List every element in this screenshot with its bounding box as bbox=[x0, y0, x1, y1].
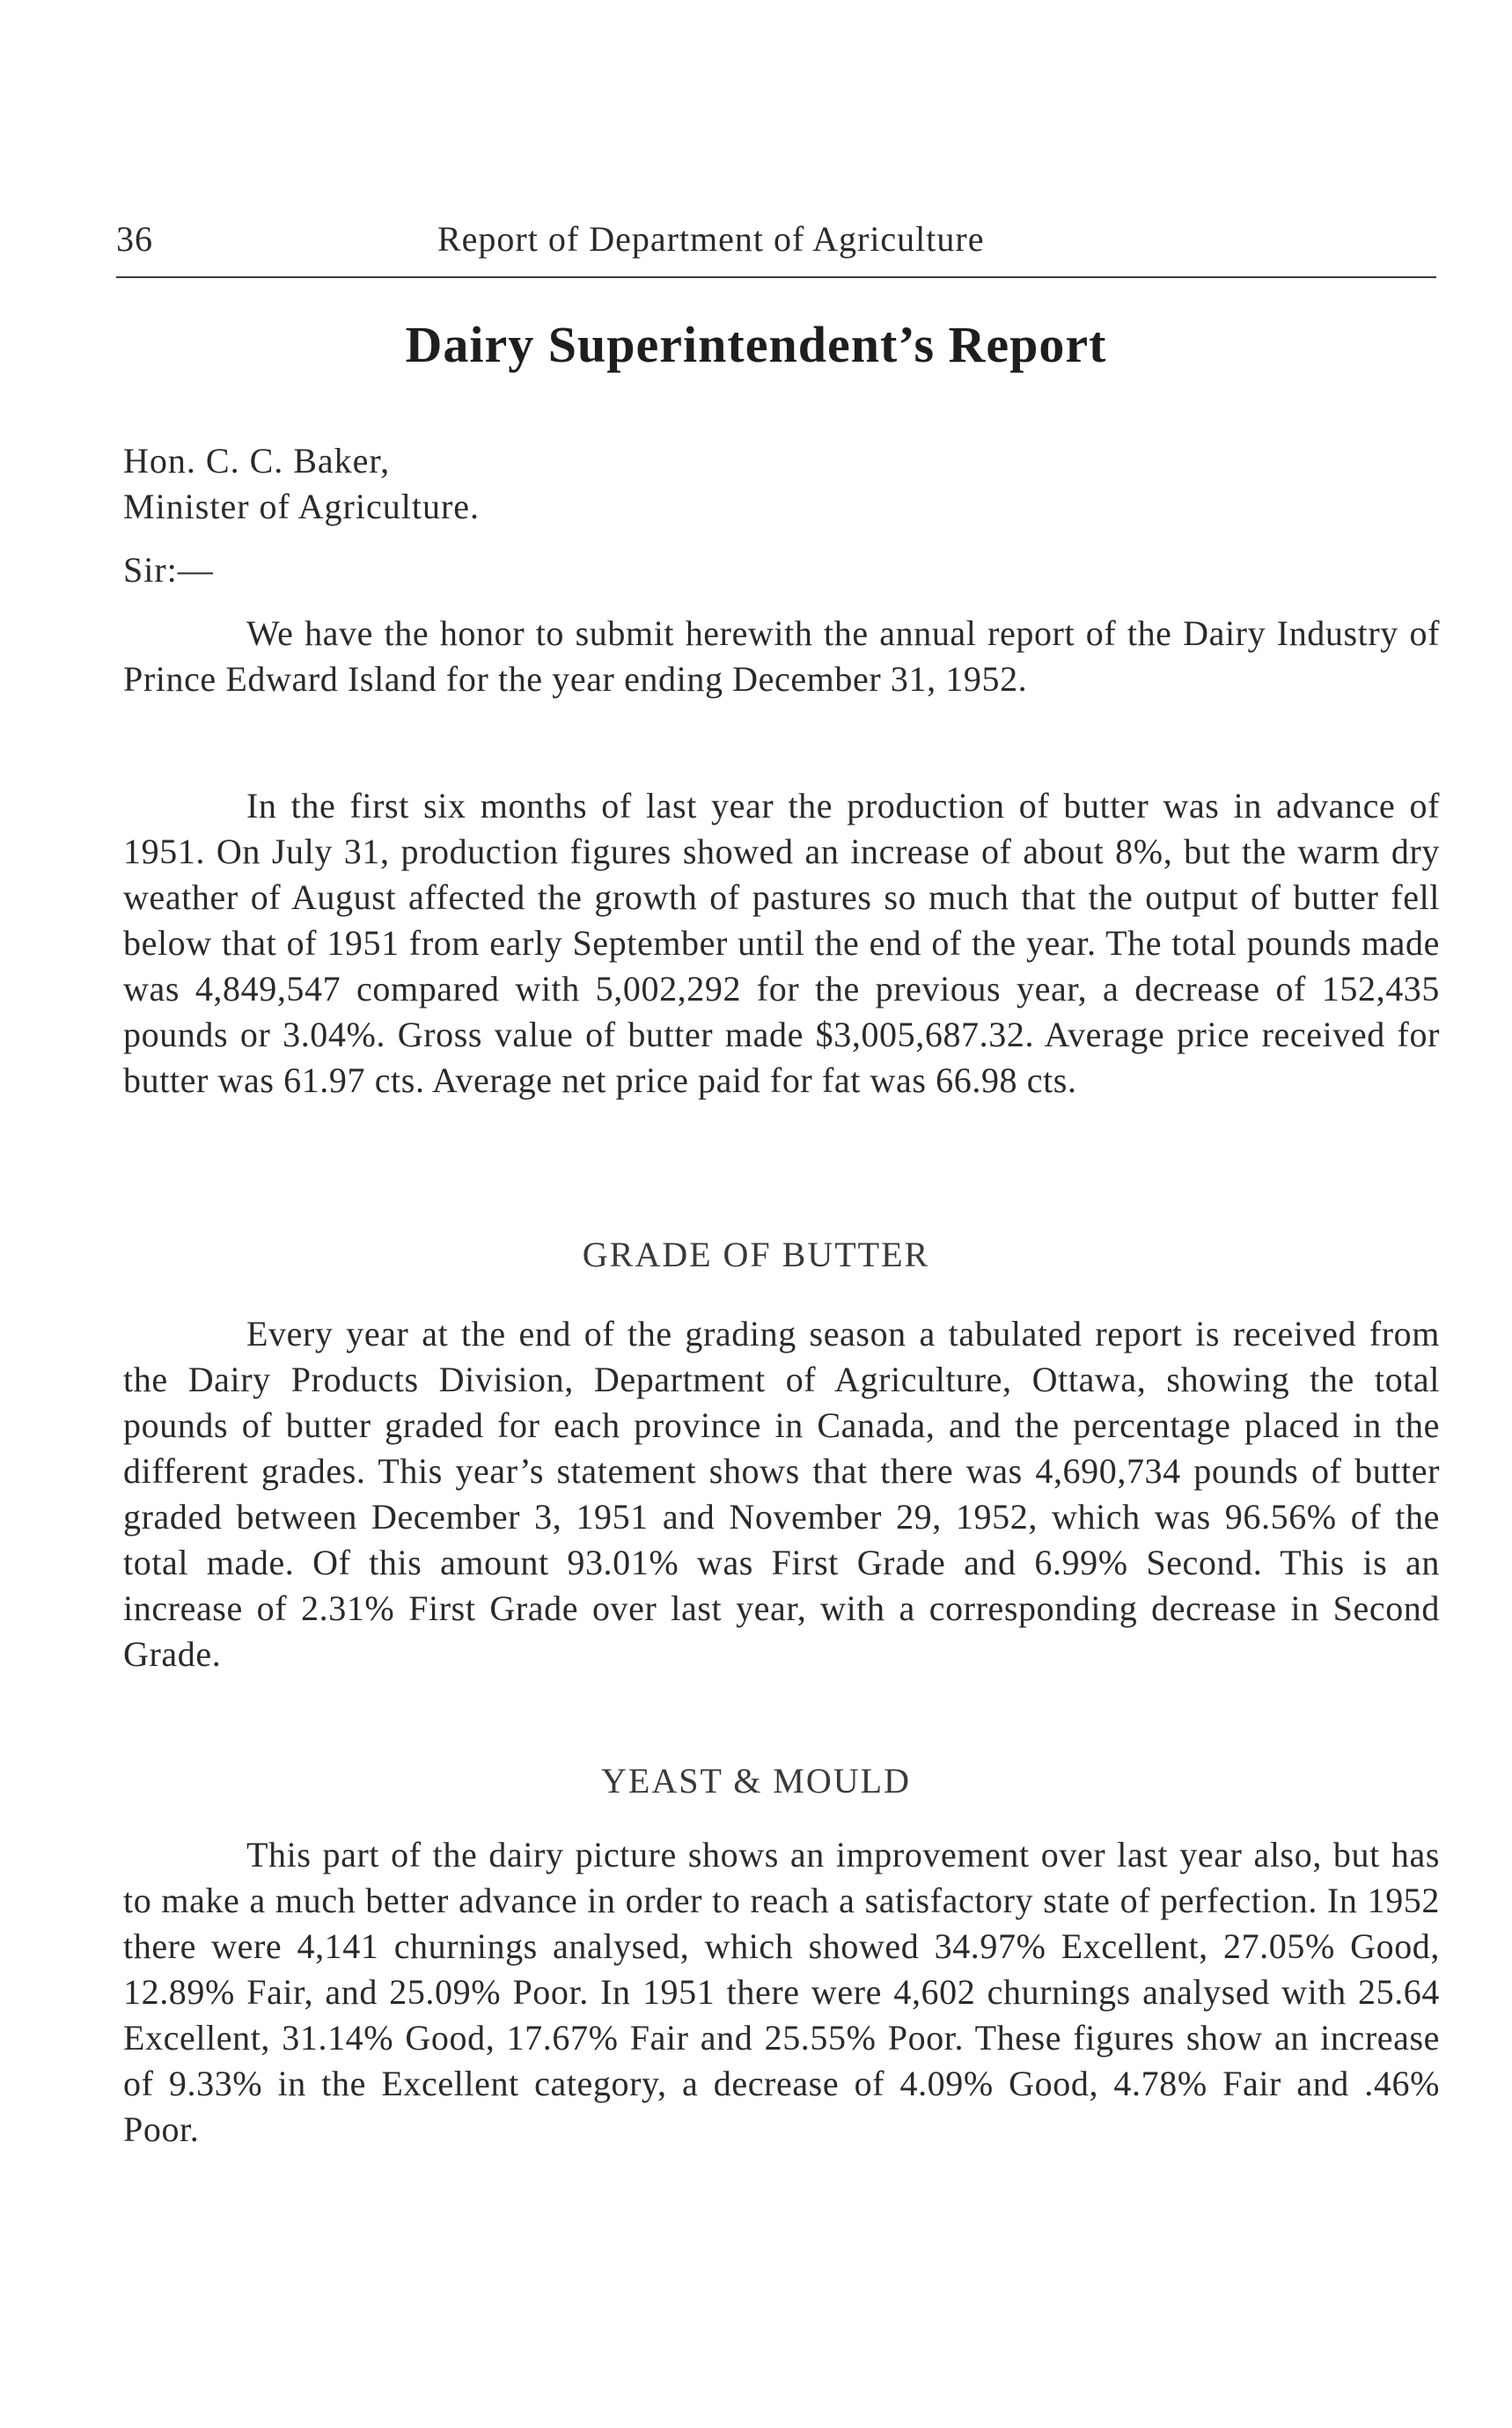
intro-paragraph: We have the honor to submit herewith the annual report of the Dairy Industry of Prince Edward Island for the year ending December 31, 1952. bbox=[123, 613, 1440, 699]
page-number: 36 bbox=[116, 219, 153, 259]
yeast-mould-heading: YEAST & MOULD bbox=[601, 1761, 911, 1801]
grade-paragraph: Every year at the end of the grading season a tabulated report is received from the Dairy Products Division, Department of Agriculture, Ottawa, showing the total pounds of butter graded for each province in Canada, and the percentage placed in the different grades. This year’s statement shows that there was 4,690,734 pounds of butter graded between December 3, 1951 and November 29, 1952, which was 96.56% of the total made. Of this amount 93.01% was First Grade and 6.99% Second. This is an increase of 2.31% First Grade over last year, with a corresponding decrease in Second Grade. bbox=[123, 1314, 1440, 1674]
header-rule bbox=[116, 276, 1436, 278]
addressee-block bbox=[123, 438, 480, 530]
grade-of-butter-heading: GRADE OF BUTTER bbox=[582, 1235, 930, 1274]
addressee-position: Minister of Agriculture. bbox=[123, 487, 481, 526]
production-paragraph: In the first six months of last year the production of butter was in advance of 1951. On July 31, production figures showed an increase of about 8%, but the warm dry weather of August affected the growth of pastures so much that the output of butter fell below that of 1951 from early September until the end of the year. The total pounds made was 4,849,547 compared with 5,002,292 for the previous year, a decrease of 152,435 pounds or 3.04%. Gross value of butter made $3,005,687.32. Average price received for butter was 61.97 cts. Average net price paid for fat was 66.98 cts. bbox=[123, 786, 1440, 1100]
running-title: Report of Department of Agriculture bbox=[437, 219, 985, 259]
addressee-name: Hon. C. C. Baker, bbox=[123, 441, 391, 480]
report-title: Dairy Superintendent’s Report bbox=[405, 316, 1107, 373]
salutation: Sir:— bbox=[123, 550, 214, 590]
yeast-mould-paragraph: This part of the dairy picture shows an improvement over last year also, but has to make a much better advance in order to reach a satisfactory state of perfection. In 1952 there were 4,141 churnings analysed, which showed 34.97% Excellent, 27.05% Good, 12.89% Fair, and 25.09% Poor. In 1951 there were 4,602 churnings analysed with 25.64 Excellent, 31.14% Good, 17.67% Fair and 25.55% Poor. These figures show an increase of 9.33% in the Excellent category, a decrease of 4.09% Good, 4.78% Fair and .46% Poor. bbox=[123, 1835, 1440, 2149]
running-header bbox=[116, 218, 1436, 271]
